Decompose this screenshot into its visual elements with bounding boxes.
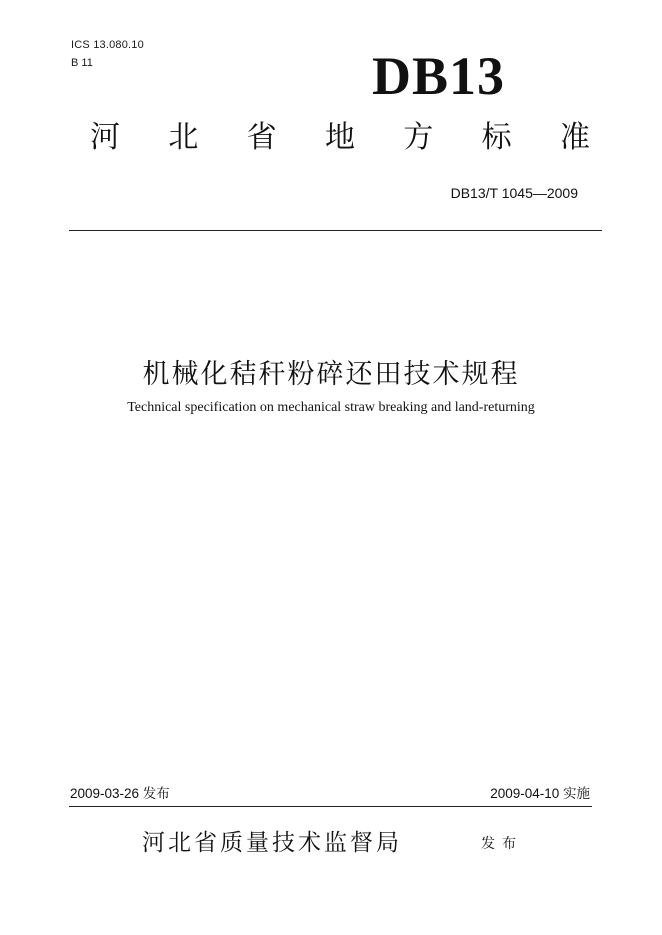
standard-type-char: 方: [403, 120, 434, 155]
issue-date: 2009-03-26 发布: [70, 786, 170, 801]
header-divider: [69, 230, 602, 231]
standard-type-heading: [90, 116, 590, 160]
standard-logo: DB13: [372, 46, 506, 106]
standard-type-char: 准: [559, 120, 590, 155]
title-english: Technical specification on mechanical straw breaking and land-returning: [127, 400, 535, 415]
standard-type-char: 地: [324, 120, 355, 155]
standard-type-char: 河: [90, 120, 120, 155]
standard-type-char: 北: [168, 120, 199, 155]
implementation-date: 2009-04-10 实施: [490, 786, 590, 801]
standard-type-char: 省: [246, 120, 277, 155]
ccs-code: B 11: [71, 57, 93, 69]
footer-divider: [69, 806, 592, 807]
title-chinese: 机械化秸秆粉碎还田技术规程: [142, 359, 520, 390]
standard-number: DB13/T 1045—2009: [450, 185, 578, 201]
standard-type-char: 标: [481, 120, 512, 155]
issuing-authority: 河北省质量技术监督局: [142, 830, 402, 856]
ics-code: ICS 13.080.10: [71, 39, 144, 51]
publish-label: 发布: [481, 836, 523, 852]
